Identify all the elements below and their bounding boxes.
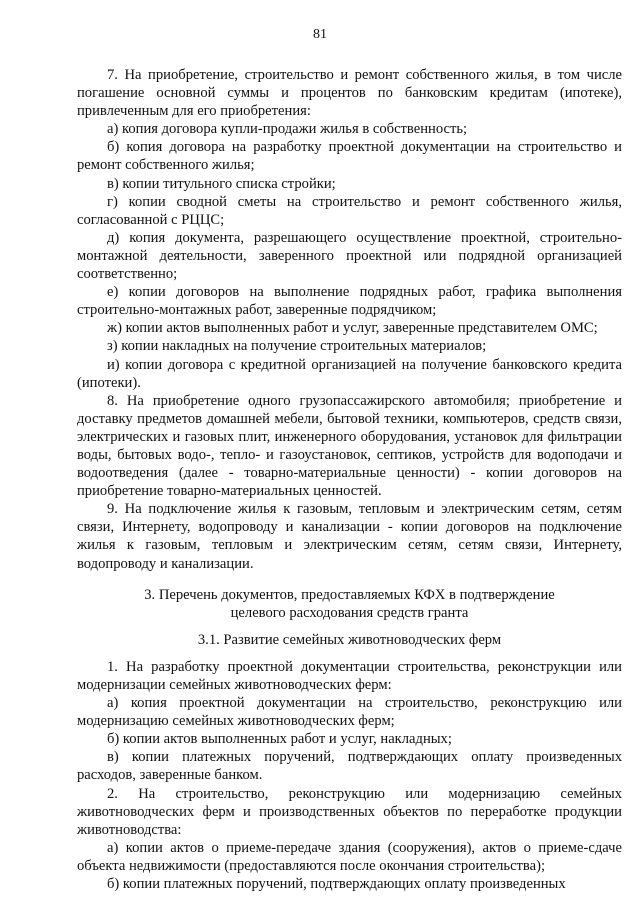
spacer bbox=[77, 573, 622, 586]
list-item: г) копии сводной сметы на строительство и ремонт собственного жилья, согласованной с РЦЦС; bbox=[77, 193, 622, 228]
document-body bbox=[77, 66, 622, 893]
list-item: д) копия документа, разрешающего осуществление проектной, строительно-монтажной деятельности, заверенного проектной или подрядной организацией соответственно; bbox=[77, 229, 622, 283]
list-item: в) копии платежных поручений, подтверждающих оплату произведенных расходов, заверенные банком. bbox=[77, 749, 622, 784]
list-item: б) копия договора на разработку проектной документации на строительство и ремонт собственного жилья; bbox=[77, 139, 622, 174]
section-heading-line-2: целевого расходования средств гранта bbox=[230, 604, 469, 621]
paragraph: 1. На разработку проектной документации строительства, реконструкции или модернизации семейных животноводческих ферм: bbox=[77, 658, 622, 693]
list-item: е) копии договоров на выполнение подрядных работ, графика выполнения строительно-монтажных работ, заверенные подрядчиком; bbox=[77, 284, 622, 319]
list-item: а) копии актов о приеме-передаче здания (сооружения), актов о приеме-сдаче объекта недвижимости (предоставляются после окончания строительства); bbox=[77, 839, 622, 874]
list-item: а) копия договора купли-продажи жилья в собственность; bbox=[107, 121, 468, 138]
list-item: ж) копии актов выполненных работ и услуг, заверенные представителем ОМС; bbox=[107, 320, 598, 337]
list-item: б) копии платежных поручений, подтверждающих оплату произведенных bbox=[107, 876, 566, 893]
spacer bbox=[77, 649, 622, 658]
list-item: б) копии актов выполненных работ и услуг, накладных; bbox=[107, 731, 452, 748]
paragraph: 2. На строительство, реконструкцию или модернизацию семейных животноводческих ферм и производственных объектов по переработке продукции животноводства: bbox=[77, 785, 622, 838]
paragraph: 8. На приобретение одного грузопассажирского автомобиля; приобретение и доставку предметов домашней мебели, бытовой техники, компьютеров, средств связи, электрических и газовых плит, инженерного оборудования, установок для фильтрации воды, бытовых водо-, тепло- и газоустановок, септиков, устройств для водоподачи и водоотведения (далее - товарно-материальные ценности) - копии договоров на приобретение товарно-материальных ценностей. bbox=[77, 392, 622, 500]
list-item: з) копии накладных на получение строительных материалов; bbox=[107, 338, 487, 355]
page-number: 81 bbox=[313, 27, 327, 42]
paragraph: 9. На подключение жилья к газовым, тепловым и электрическим сетям, сетям связи, Интернету, водопроводу и канализации - копии договоров на подключение жилья к газовым, тепловым и электрическим сетям, сетям связи, Интернету, водопроводу и канализации. bbox=[77, 501, 622, 572]
list-item: а) копия проектной документации на строительство, реконструкцию или модернизацию семейных животноводческих ферм; bbox=[77, 695, 622, 730]
section-heading-line-1: 3. Перечень документов, предоставляемых КФХ в подтверждение bbox=[144, 586, 555, 603]
paragraph: 7. На приобретение, строительство и ремонт собственного жилья, в том числе погашение основной суммы и процентов по банковским кредитам (ипотеке), привлеченным для его приобретения: bbox=[77, 67, 622, 120]
subsection-heading: 3.1. Развитие семейных животноводческих ферм bbox=[197, 631, 502, 648]
list-item: и) копии договора с кредитной организацией на получение банковского кредита (ипотеки). bbox=[77, 356, 622, 391]
list-item: в) копии титульного списка стройки; bbox=[107, 175, 336, 192]
spacer bbox=[77, 622, 622, 631]
